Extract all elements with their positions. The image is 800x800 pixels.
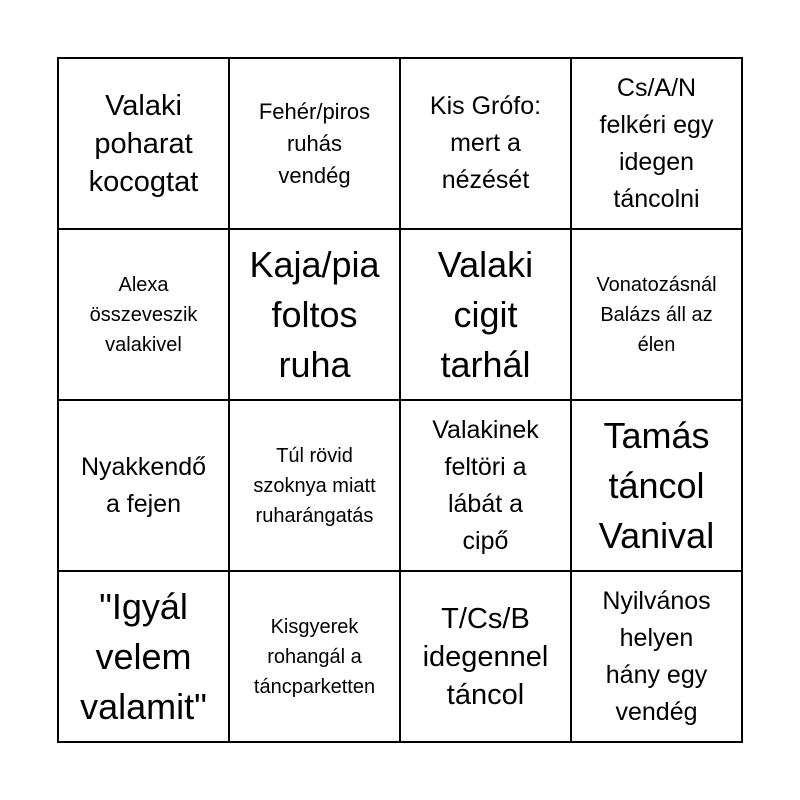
bingo-cell[interactable] bbox=[58, 400, 229, 571]
bingo-cell-label: Kisgyerek rohangál a táncparketten bbox=[253, 615, 376, 698]
bingo-cell[interactable] bbox=[229, 229, 400, 400]
bingo-cell[interactable] bbox=[400, 229, 571, 400]
bingo-cell-label: Valakinek feltöri a lábát a cipő bbox=[432, 415, 539, 555]
bingo-cell[interactable] bbox=[400, 571, 571, 742]
bingo-cell-label: Valaki cigit tarhál bbox=[437, 243, 534, 385]
bingo-cell[interactable] bbox=[58, 229, 229, 400]
bingo-cell[interactable] bbox=[571, 400, 742, 571]
bingo-cell-label: Vonatozásnál Balázs áll az élen bbox=[596, 273, 717, 356]
bingo-cell-label: Túl rövid szoknya miatt ruharángatás bbox=[253, 444, 376, 527]
bingo-cell-label: Kaja/pia foltos ruha bbox=[249, 243, 380, 385]
bingo-cell[interactable] bbox=[400, 400, 571, 571]
bingo-cell[interactable] bbox=[400, 58, 571, 229]
bingo-card bbox=[57, 57, 743, 743]
bingo-cell-label: Tamás táncol Vanival bbox=[598, 414, 715, 556]
bingo-cell-label: T/Cs/B idegennel táncol bbox=[422, 602, 549, 711]
bingo-cell[interactable] bbox=[229, 400, 400, 571]
bingo-cell-label: Nyilvános helyen hány egy vendég bbox=[602, 586, 711, 726]
bingo-cell-label: Kis Grófo: mert a nézését bbox=[429, 92, 542, 194]
bingo-cell-label: Valaki poharat kocogtat bbox=[88, 89, 199, 198]
bingo-cell-label: Fehér/piros ruhás vendég bbox=[258, 98, 371, 188]
bingo-cell[interactable] bbox=[571, 58, 742, 229]
bingo-cell-label: Cs/A/N felkéri egy idegen táncolni bbox=[599, 73, 714, 213]
bingo-cell-label: Nyakkendő a fejen bbox=[80, 452, 207, 518]
bingo-cell[interactable] bbox=[58, 58, 229, 229]
bingo-cell[interactable] bbox=[571, 229, 742, 400]
bingo-cell-label: "Igyál velem valamit" bbox=[80, 585, 207, 727]
bingo-cell-label: Alexa összeveszik valakivel bbox=[89, 273, 198, 356]
bingo-cell[interactable] bbox=[229, 58, 400, 229]
bingo-cell[interactable] bbox=[571, 571, 742, 742]
bingo-cell[interactable] bbox=[58, 571, 229, 742]
bingo-cell[interactable] bbox=[229, 571, 400, 742]
